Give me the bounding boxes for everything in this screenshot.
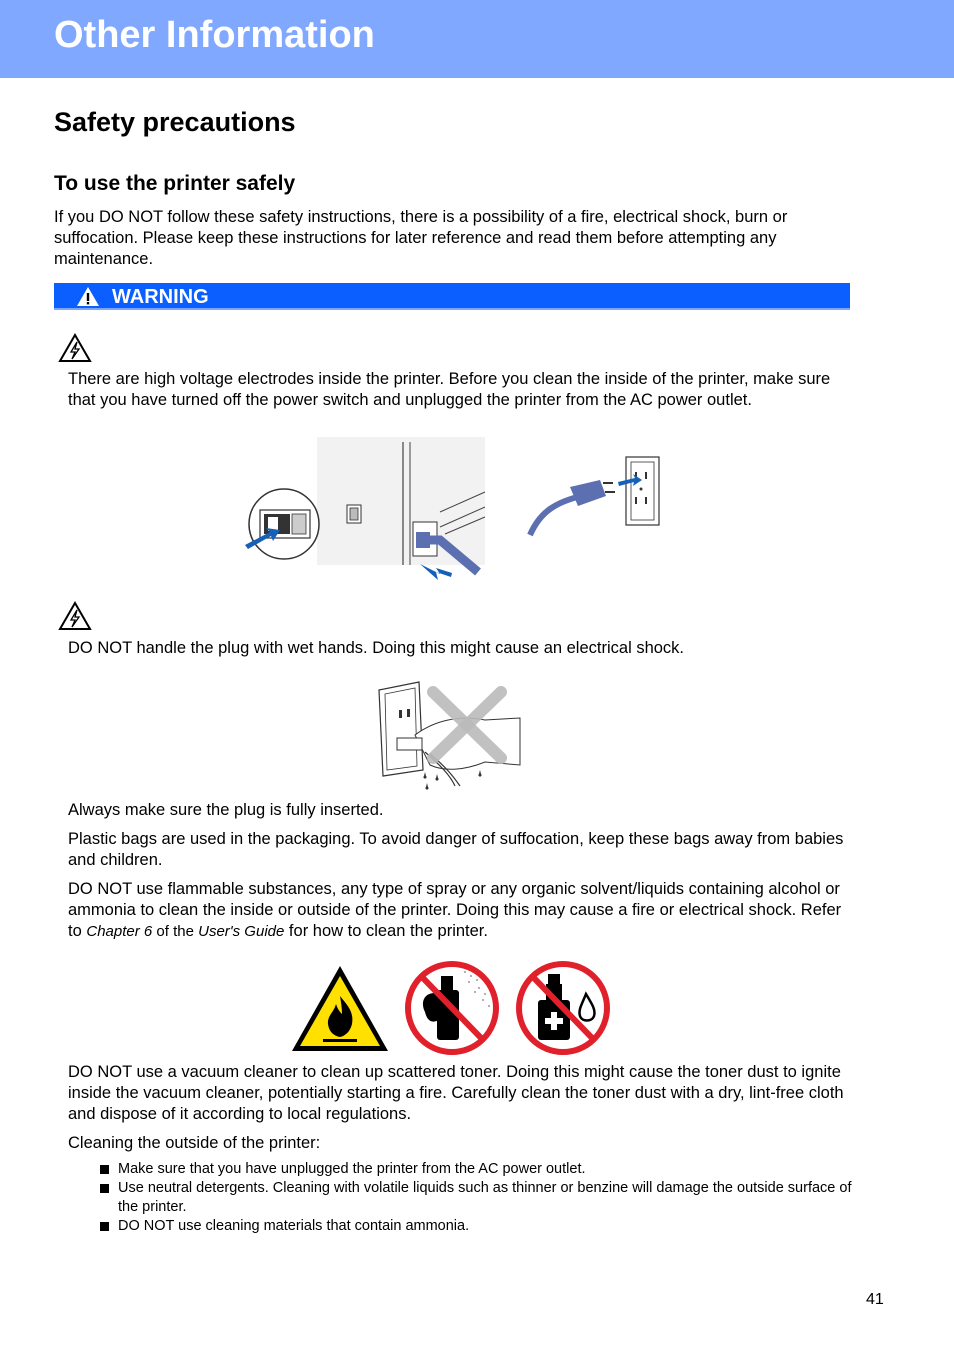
chapter-reference: Chapter 6 [86,923,153,940]
unplug-printer-illustration [240,432,670,587]
plug-inserted-paragraph: Always make sure the plug is fully inserted. [68,801,384,819]
flammable-text-part2: for how to clean the printer. [284,922,488,940]
flammable-paragraph [68,879,858,942]
high-voltage-icon [58,601,92,631]
warning-label: WARNING [112,286,209,308]
list-item-text: Use neutral detergents. Cleaning with volatile liquids such as thinner or benzine will damage the outside surface of the printer. [118,1180,852,1215]
bullet-square-icon [100,1165,109,1174]
hazard-icons-row [290,960,615,1056]
page-number: 41 [866,1291,884,1308]
list-item-text: Make sure that you have unplugged the printer from the AC power outlet. [118,1161,586,1177]
wet-hands-illustration [375,680,525,792]
flammable-text-part1: DO NOT use flammable substances, any type of spray or any organic solvent/liquids containing alcohol or ammonia to clean the inside or outside of the printer. Doing this may cause a fire or electrical shock. Refer to [68,880,842,940]
warning-bar [54,283,850,310]
wet-hands-paragraph: DO NOT handle the plug with wet hands. Doing this might cause an electrical shock. [68,639,685,657]
flammable-text-of-the: of the [152,923,199,940]
no-spray-icon [408,964,496,1052]
cleaning-bullet-list [100,1160,860,1236]
high-voltage-paragraph: There are high voltage electrodes inside the printer. Before you clean the inside of the printer, make sure that you have turned off the power switch and unplugged the printer from the AC power outlet. [68,370,831,409]
list-item [100,1217,860,1236]
users-guide-reference: User's Guide [198,923,285,940]
warning-triangle-icon [76,286,100,307]
subsection-title: To use the printer safely [54,172,296,195]
flammable-icon [292,966,388,1051]
bullet-square-icon [100,1184,109,1193]
vacuum-paragraph: DO NOT use a vacuum cleaner to clean up scattered toner. Doing this might cause the toner dust to ignite inside the vacuum cleaner, potentially starting a fire. Carefully clean the toner dust with a dry, lint-free cloth and dispose of it according to local regulations. [68,1063,844,1123]
list-item-text: DO NOT use cleaning materials that contain ammonia. [118,1218,470,1234]
cleaning-outside-paragraph: Cleaning the outside of the printer: [68,1134,321,1152]
high-voltage-icon [58,333,92,363]
page-header-title: Other Information [54,14,375,56]
list-item [100,1179,860,1217]
intro-paragraph: If you DO NOT follow these safety instructions, there is a possibility of a fire, electrical shock, burn or suffocation. Please keep these instructions for later reference and read them before attempting any maintenance. [54,208,788,268]
no-solvent-icon [519,964,607,1052]
bullet-square-icon [100,1222,109,1231]
list-item [100,1160,860,1179]
section-title: Safety precautions [54,107,296,137]
plastic-bags-paragraph: Plastic bags are used in the packaging. To avoid danger of suffocation, keep these bags away from babies and children. [68,830,844,869]
